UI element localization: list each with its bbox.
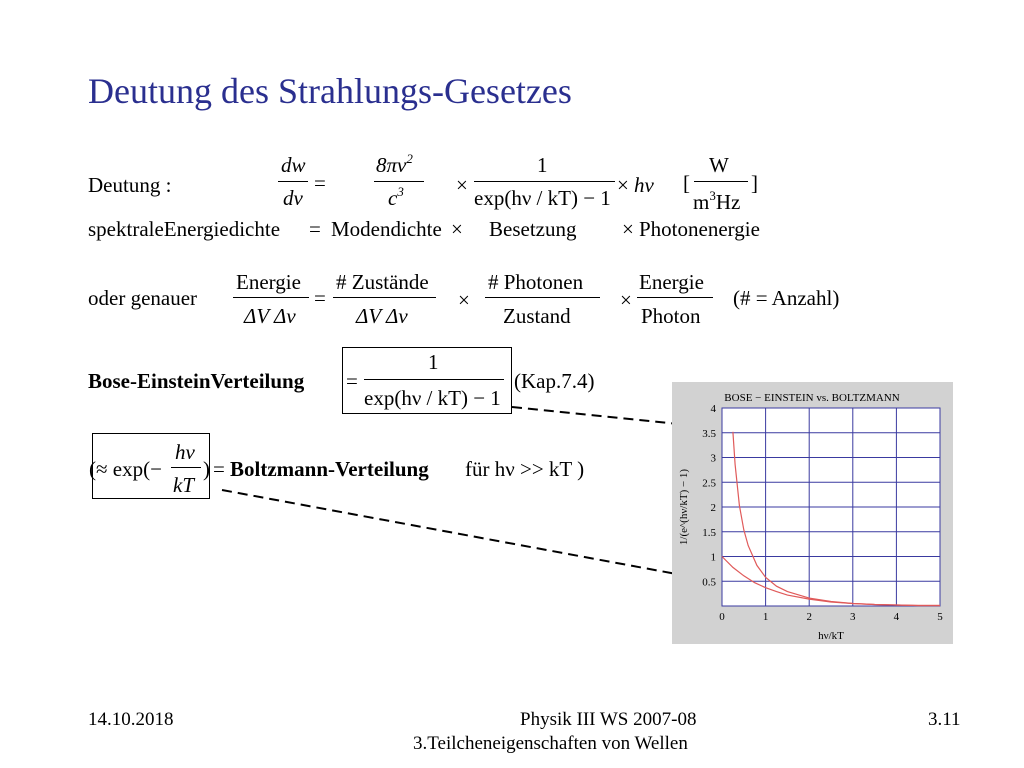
row4-bose-einstein-label: Bose-EinsteinVerteilung <box>88 369 305 393</box>
row3-times1: × <box>458 288 470 312</box>
chart-panel <box>672 382 953 644</box>
chart-xtick-label: 3 <box>850 611 856 623</box>
row3-note: (# = Anzahl) <box>733 286 840 310</box>
chart-title: BOSE − EINSTEIN vs. BOLTZMANN <box>724 392 900 404</box>
row3-f1-den: ΔV Δν <box>244 304 296 328</box>
row1-den2: $c^3$ <box>388 184 404 210</box>
row1-num2: $8\pi\nu^2$ <box>376 151 413 177</box>
row3-f3-num: # Photonen <box>488 270 584 294</box>
chart-ytick-label: 1 <box>710 551 716 564</box>
row2-mode-density: Modendichte <box>331 217 442 241</box>
row5-boltzmann-label: Boltzmann-Verteilung <box>230 457 429 481</box>
row1-equals: = <box>314 171 326 195</box>
row2-spectral-energy-density: spektraleEnergiedichte <box>88 217 281 241</box>
row3-f2-den: ΔV Δν <box>356 304 408 328</box>
row5-close: ) <box>203 457 210 481</box>
row1-one: 1 <box>537 153 548 177</box>
row2-equals: = <box>309 217 321 241</box>
chart-xtick-label: 2 <box>806 611 812 623</box>
row1-unit-close: ] <box>751 171 758 195</box>
chart-ytick-label: 4 <box>710 403 716 415</box>
chart-ytick-label: 0.5 <box>702 576 716 589</box>
row4-den: exp(hν / kT) − 1 <box>364 386 501 410</box>
chart-ytick-label: 3.5 <box>702 427 716 440</box>
chart-xlabel: hν/kT <box>818 630 844 642</box>
row1-unit-W: W <box>709 153 729 177</box>
row1-unit-den: $m^3Hz$ <box>693 188 741 214</box>
row4-ref: (Kap.7.4) <box>514 369 595 393</box>
row5-num: hν <box>175 440 195 464</box>
row1-dw: dw <box>281 153 306 177</box>
row1-unit-open: [ <box>683 171 690 195</box>
chart-xtick-label: 4 <box>893 611 900 623</box>
row1-hv: hν <box>634 173 654 197</box>
row3-f2-num: # Zustände <box>336 270 429 294</box>
bose-boltzmann-chart <box>672 382 953 644</box>
chart-ytick-label: 2 <box>710 502 716 514</box>
chart-xtick-label: 5 <box>937 611 943 623</box>
chart-xtick-label: 1 <box>762 611 769 623</box>
slide-title: Deutung des Strahlungs-Gesetzes <box>88 71 572 111</box>
row1-exp-den: exp(hν / kT) − 1 <box>474 186 611 210</box>
row5-equals: = <box>213 457 225 481</box>
row1-label: Deutung : <box>88 173 172 197</box>
chart-xtick-label: 0 <box>719 611 725 623</box>
row1-dv: dν <box>283 186 303 210</box>
row2-occupation: Besetzung <box>489 217 577 241</box>
row2-times2: × <box>622 217 634 241</box>
chart-ylabel: 1/(e^(hν/kT) − 1) <box>678 468 690 546</box>
row2-times1: × <box>451 217 463 241</box>
row5-condition: für hν >> kT ) <box>465 457 585 481</box>
row3-times2: × <box>620 288 632 312</box>
row1-times1: × <box>456 173 468 197</box>
row4-num: 1 <box>428 350 439 374</box>
row2-photon-energy: Photonenergie <box>639 217 760 241</box>
row4-equals: = <box>346 369 358 393</box>
row3-f4-den: Photon <box>641 304 701 328</box>
chart-ytick-label: 1.5 <box>702 526 716 539</box>
footer-chapter: 3.Teilcheneigenschaften von Wellen <box>413 733 688 754</box>
footer-course: Physik III WS 2007-08 <box>520 709 697 730</box>
row3-f1-num: Energie <box>236 270 301 294</box>
row1-times2: × <box>617 173 629 197</box>
footer-date: 14.10.2018 <box>88 709 174 730</box>
row5-open: (≈ exp(− <box>89 457 162 481</box>
chart-ytick-label: 3 <box>710 452 716 465</box>
row3-label: oder genauer <box>88 286 198 310</box>
chart-ytick-label: 2.5 <box>702 477 716 490</box>
row3-f4-num: Energie <box>639 270 704 294</box>
row3-equals: = <box>314 286 326 310</box>
row5-den: kT <box>173 473 194 497</box>
footer-page-number: 3.11 <box>928 709 961 730</box>
row3-f3-den: Zustand <box>503 304 571 328</box>
